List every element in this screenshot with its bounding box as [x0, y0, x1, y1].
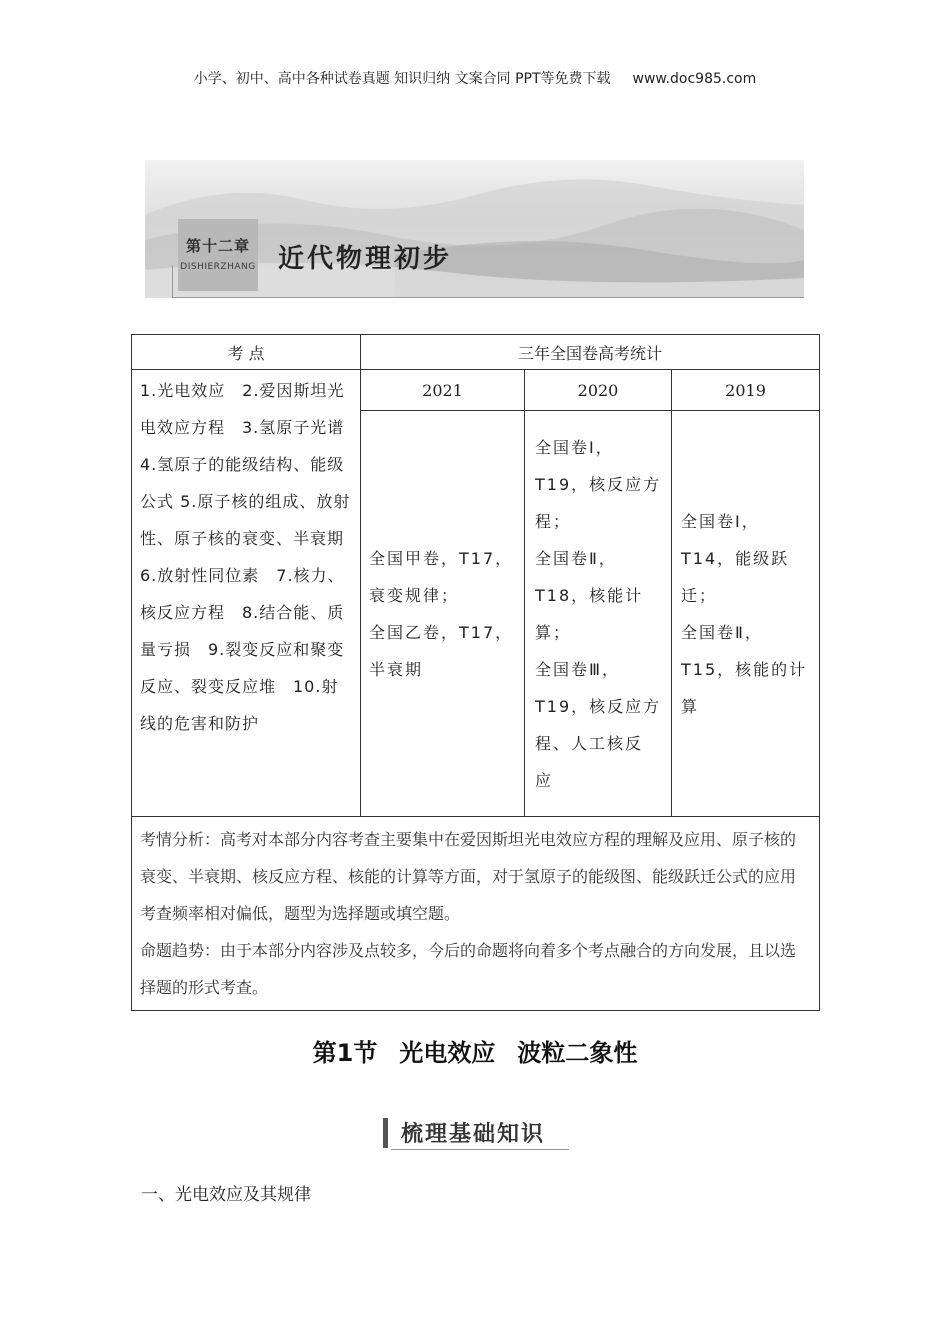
stats-2021-line: 衰变规律；	[369, 585, 460, 605]
chapter-number: 第十二章	[185, 237, 250, 255]
stats-2020-line: T18，核能计	[535, 586, 644, 605]
banner-rule	[172, 297, 804, 298]
stats-2020-line: 全国卷Ⅱ，	[535, 549, 617, 568]
analysis-cell	[132, 817, 820, 1011]
stats-2020-line: 应	[535, 771, 554, 790]
stats-2020-line: 程、人工核反	[535, 734, 644, 753]
chapter-number-box	[178, 219, 258, 291]
section-title	[0, 1033, 950, 1068]
stats-2019-line: T14，能级跃	[681, 548, 790, 568]
stats-2020-line: T19，核反应方	[535, 475, 662, 494]
stats-2019-cell	[672, 411, 820, 817]
stats-2021-line: 全国甲卷，T17，	[369, 548, 514, 568]
stats-2019-line: 全国卷Ⅰ，	[681, 511, 760, 531]
year-2020: 2020	[525, 370, 672, 411]
stats-2019-line: 迁；	[681, 585, 718, 605]
stats-2020-line: 全国卷Ⅲ，	[535, 660, 621, 679]
stats-2020-line: 算；	[535, 623, 572, 642]
year-2019: 2019	[672, 370, 820, 411]
header-tagline: 小学、初中、高中各种试卷真题 知识归纳 文案合同 PPT等免费下载	[193, 71, 611, 87]
section-number: 第1节	[312, 1039, 378, 1067]
trend-text: 命题趋势：由于本部分内容涉及点较多，今后的命题将向着多个考点融合的方向发展，且以选择题的形式考查。	[140, 941, 797, 997]
chapter-title: 近代物理初步	[278, 244, 453, 274]
stats-2019-line: 全国卷Ⅱ，	[681, 622, 763, 642]
year-2021: 2021	[361, 370, 525, 411]
section-name-2: 波粒二象性	[517, 1039, 638, 1067]
section-name-1: 光电效应	[399, 1039, 496, 1067]
exam-stats-table	[131, 334, 820, 1011]
kaodian-cell	[132, 370, 361, 817]
heading-photoelectric: 一、光电效应及其规律	[141, 1185, 311, 1205]
header-kaodian: 考 点	[132, 335, 361, 370]
stats-2020-cell	[525, 411, 672, 817]
stats-2021-cell	[361, 411, 525, 817]
header-stats: 三年全国卷高考统计	[361, 335, 820, 370]
subheading-banner	[381, 1114, 569, 1150]
stats-2019-line: T15，核能的计	[681, 659, 808, 679]
subheading-text: 梳理基础知识	[401, 1122, 546, 1147]
banner-rule-vertical	[172, 265, 173, 298]
page-header	[0, 68, 950, 88]
analysis-text: 考情分析：高考对本部分内容考查主要集中在爱因斯坦光电效应方程的理解及应用、原子核的衰变、半衰期、核反应方程、核能的计算等方面，对于氢原子的能级图、能级跃迁公式的应用考查频率相对偏低，题型为选择题或填空题。	[140, 830, 797, 923]
stats-2019-line: 算	[681, 696, 700, 716]
kaodian-text: 1.光电效应 2.爱因斯坦光电效应方程 3.氢原子光谱 4.氢原子的能级结构、能级公式 5.原子核的组成、放射性、原子核的衰变、半衰期 6.放射性同位素 7.核力、核反应方程 8.结合能、质量亏损 9.裂变反应和聚变反应、裂变反应堆 10.射线的危害和防护	[140, 381, 362, 733]
stats-2021-line: 全国乙卷，T17，	[369, 622, 514, 642]
subheading-underline	[391, 1149, 569, 1150]
stats-2021-line: 半衰期	[369, 659, 424, 679]
subheading-bar	[383, 1118, 388, 1148]
stats-2020-line: 全国卷Ⅰ，	[535, 438, 614, 457]
header-site[interactable]: www.doc985.com	[632, 71, 757, 87]
chapter-pinyin: DISHIERZHANG	[180, 262, 256, 272]
stats-2020-line: T19，核反应方	[535, 697, 662, 716]
stats-2020-line: 程；	[535, 512, 572, 531]
